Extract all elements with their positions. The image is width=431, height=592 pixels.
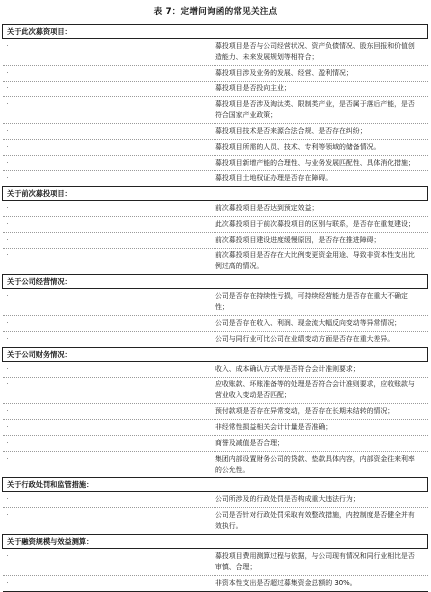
- bullet-mark: ·: [3, 508, 216, 535]
- list-item-text: 收入、成本确认方式等是否符合会计准则要求；: [215, 361, 428, 377]
- list-item-text: 前次募投项目是否达到预定效益；: [215, 201, 428, 217]
- bullet-mark: ·: [3, 65, 216, 81]
- list-item-text: 公司是否存在持续性亏损，可持续经营能力是否存在重大不确定性；: [215, 289, 428, 316]
- concerns-table: [2, 24, 428, 592]
- section-header: 关于此次募资项目：: [3, 25, 428, 39]
- list-item: [3, 316, 428, 332]
- bullet-mark: ·: [3, 232, 216, 248]
- list-item: [3, 124, 428, 140]
- bullet-mark: ·: [3, 451, 216, 478]
- list-item: [3, 248, 428, 275]
- bullet-mark: ·: [3, 81, 216, 97]
- bullet-mark: ·: [3, 361, 216, 377]
- list-item: [3, 139, 428, 155]
- list-item-text: 应收账款、坏账准备等的处理是否符合会计准则要求，应收账款与营业收入变动是否匹配；: [215, 377, 428, 404]
- bullet-mark: ·: [3, 39, 216, 66]
- bullet-mark: ·: [3, 201, 216, 217]
- list-item-text: 公司所涉及的行政处罚是否构成重大违法行为；: [215, 492, 428, 508]
- bullet-mark: ·: [3, 548, 216, 575]
- list-item-text: 前次募投项目建设进度缓慢原因，是否存在推进障碍；: [215, 232, 428, 248]
- section-header-row: [3, 25, 428, 39]
- bullet-mark: ·: [3, 139, 216, 155]
- bullet-mark: ·: [3, 331, 216, 347]
- list-item: [3, 331, 428, 347]
- bullet-mark: ·: [3, 404, 216, 420]
- list-item: [3, 232, 428, 248]
- concerns-table-body: [3, 25, 428, 592]
- section-header: 关于公司财务情况：: [3, 347, 428, 361]
- bullet-mark: ·: [3, 575, 216, 591]
- list-item-text: 非资本性支出是否超过募集资金总额的 30%。: [215, 575, 428, 591]
- bullet-mark: ·: [3, 492, 216, 508]
- section-header: 关于融资规模与效益测算：: [3, 534, 428, 548]
- list-item-text: 募投项目是否与公司经营状况、资产负债情况、股东回报和价值创造能力、未来发展规划等相符合；: [215, 39, 428, 66]
- list-item: [3, 420, 428, 436]
- list-item: [3, 65, 428, 81]
- section-header-row: [3, 187, 428, 201]
- list-item-text: 公司与同行业可比公司在业绩变动方面是否存在重大差异。: [215, 331, 428, 347]
- list-item: [3, 508, 428, 535]
- bullet-mark: ·: [3, 124, 216, 140]
- list-item: [3, 155, 428, 171]
- list-item-text: 募投项目是否涉及淘汰类、限制类产业，是否属于落后产能，是否符合国家产业政策；: [215, 97, 428, 124]
- list-item: [3, 201, 428, 217]
- bullet-mark: ·: [3, 217, 216, 233]
- section-header: 关于行政处罚和监管措施：: [3, 478, 428, 492]
- list-item: [3, 361, 428, 377]
- table-title: 表 7：定增问询函的常见关注点: [153, 7, 278, 17]
- list-item: [3, 377, 428, 404]
- list-item: [3, 289, 428, 316]
- bullet-mark: ·: [3, 420, 216, 436]
- bullet-mark: ·: [3, 289, 216, 316]
- bullet-mark: ·: [3, 171, 216, 187]
- list-item-text: 募投项目费用测算过程与依据，与公司现有情况和同行业相比是否审慎、合理；: [215, 548, 428, 575]
- list-item-text: 募投项目是否投向主业；: [215, 81, 428, 97]
- bullet-mark: ·: [3, 435, 216, 451]
- bullet-mark: ·: [3, 97, 216, 124]
- list-item-text: 公司是否存在收入、利润、现金流大幅反向变动等异常情况；: [215, 316, 428, 332]
- list-item-text: 商誉及减值是否合理；: [215, 435, 428, 451]
- bullet-mark: ·: [3, 316, 216, 332]
- section-header-row: [3, 275, 428, 289]
- section-header-row: [3, 534, 428, 548]
- list-item: [3, 548, 428, 575]
- list-item: [3, 575, 428, 591]
- list-item-text: 非经常性损益相关会计计量是否准确；: [215, 420, 428, 436]
- list-item: [3, 39, 428, 66]
- list-item: [3, 435, 428, 451]
- list-item: [3, 97, 428, 124]
- list-item-text: 此次募投项目于前次募投项目的区别与联系，是否存在重复建设；: [215, 217, 428, 233]
- list-item-text: 预付款项是否存在异常变动，是否存在长期未结转的情况；: [215, 404, 428, 420]
- list-item-text: 募投项目技术是否来源合法合规、是否存在纠纷；: [215, 124, 428, 140]
- list-item: [3, 217, 428, 233]
- list-item-text: 募投项目新增产能的合理性、与业务发展匹配性、具体消化措施；: [215, 155, 428, 171]
- list-item: [3, 404, 428, 420]
- list-item: [3, 81, 428, 97]
- section-header: 关于公司经营情况：: [3, 275, 428, 289]
- list-item-text: 集团内部设置财务公司的贷款、垫款具体内容，内部资金往来利率的公允性。: [215, 451, 428, 478]
- list-item-text: 募投项目土地权证办理是否存在障碍。: [215, 171, 428, 187]
- bullet-mark: ·: [3, 155, 216, 171]
- list-item-text: 募投项目所需的人员、技术、专利等领域的储备情况。: [215, 139, 428, 155]
- section-header: 关于前次募投项目：: [3, 187, 428, 201]
- list-item-text: 公司是否针对行政处罚采取有效整改措施，内控制度是否健全并有效执行。: [215, 508, 428, 535]
- list-item: [3, 171, 428, 187]
- list-item: [3, 492, 428, 508]
- list-item-text: 募投项目涉及业务的发展、经营、盈利情况；: [215, 65, 428, 81]
- list-item: [3, 451, 428, 478]
- section-header-row: [3, 347, 428, 361]
- section-header-row: [3, 478, 428, 492]
- bullet-mark: ·: [3, 248, 216, 275]
- bullet-mark: ·: [3, 377, 216, 404]
- list-item-text: 前次募投项目是否存在大比例变更资金用途、导致非资本性支出比例过高的情况。: [215, 248, 428, 275]
